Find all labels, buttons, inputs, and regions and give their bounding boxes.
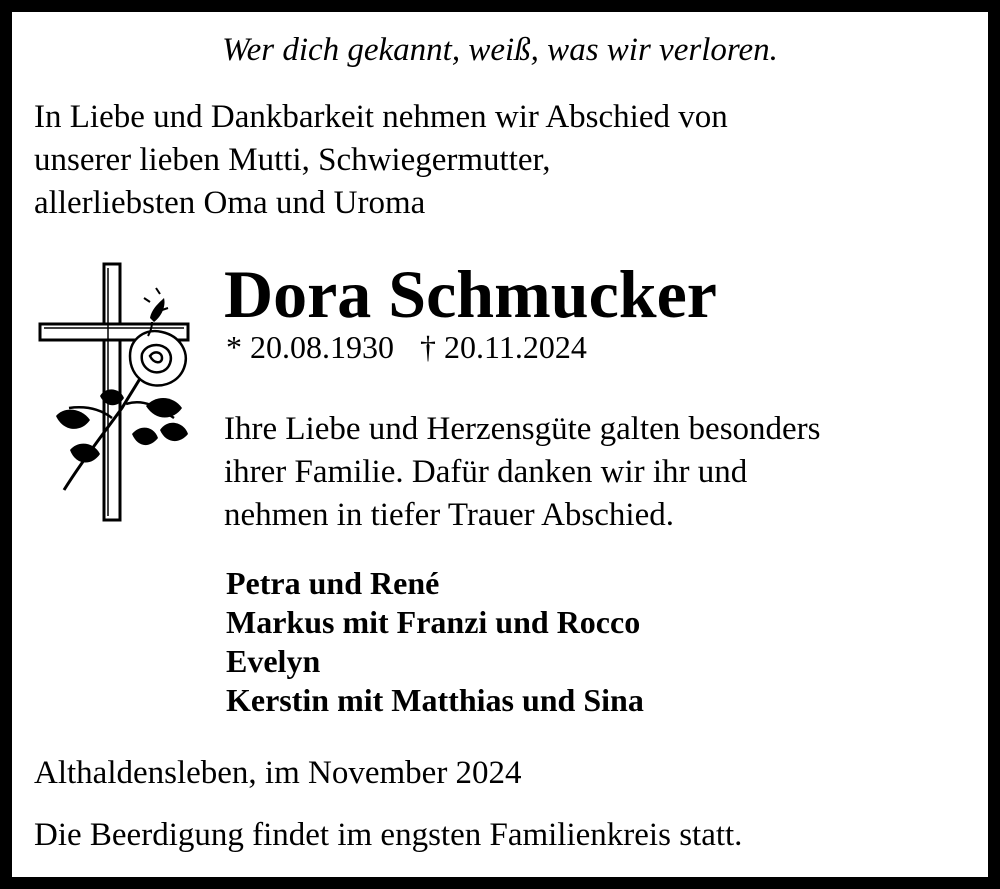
place-and-date: Althaldensleben, im November 2024 <box>34 755 522 791</box>
family-member: Kerstin mit Matthias und Sina <box>226 682 644 718</box>
tribute-line: ihrer Familie. Dafür danken wir ihr und <box>224 454 748 490</box>
family-member: Markus mit Franzi und Rocco <box>226 604 641 640</box>
tribute-line: Ihre Liebe und Herzensgüte galten besonders <box>224 411 821 447</box>
life-dates <box>226 327 587 367</box>
family-member: Petra und René <box>226 565 440 601</box>
intro-line: unserer lieben Mutti, Schwiegermutter, <box>34 142 551 178</box>
tribute-line: nehmen in tiefer Trauer Abschied. <box>224 497 674 533</box>
funeral-note: Die Beerdigung findet im engsten Familienkreis statt. <box>34 817 743 853</box>
cross-with-rose-icon <box>34 258 202 528</box>
birth-date: * 20.08.1930 <box>226 329 394 365</box>
intro-text <box>34 96 934 225</box>
death-date: † 20.11.2024 <box>420 329 587 365</box>
intro-line: In Liebe und Dankbarkeit nehmen wir Abschied von <box>34 99 728 135</box>
deceased-name: Dora Schmucker <box>224 256 717 332</box>
family-signatures <box>226 564 644 720</box>
tribute-text <box>224 408 964 537</box>
motto-quote: Wer dich gekannt, weiß, was wir verloren. <box>222 32 778 68</box>
family-member: Evelyn <box>226 643 321 679</box>
intro-line: allerliebsten Oma und Uroma <box>34 185 426 221</box>
